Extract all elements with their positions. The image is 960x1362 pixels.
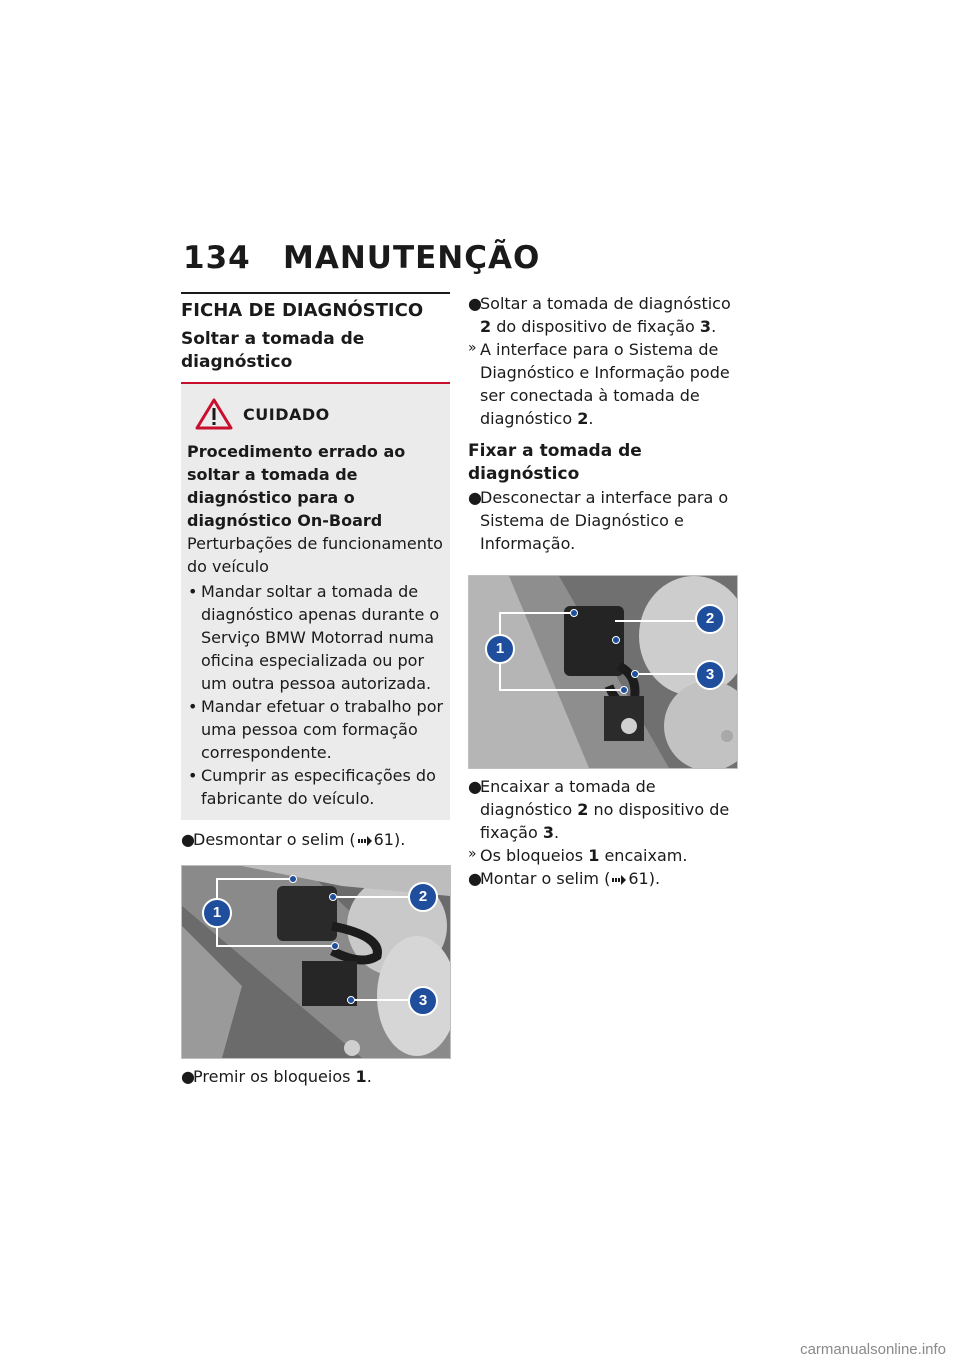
step-disconnect-interface — [468, 486, 738, 555]
part-number: 3 — [542, 823, 554, 842]
step-text: Premir os bloqueios — [193, 1067, 351, 1086]
callout-leader — [615, 620, 697, 622]
step-text-end: . — [553, 823, 560, 842]
step-text: Desmontar o selim ( — [193, 830, 356, 849]
step-engage-socket — [468, 775, 738, 844]
part-number: 2 — [577, 800, 589, 819]
warning-triangle-icon — [195, 398, 233, 430]
callout-leader — [216, 945, 334, 947]
step-text: do dispositivo de fixação — [496, 317, 695, 336]
watermark: carmanualsonline.info — [800, 1341, 946, 1358]
part-number: 1 — [588, 846, 600, 865]
page-header — [183, 240, 743, 280]
caution-list — [187, 580, 444, 810]
result-text: Os bloqueios — [480, 846, 584, 865]
callout-3: 3 — [695, 660, 725, 690]
step-mount-seat — [468, 867, 738, 890]
caution-label: CUIDADO — [243, 404, 330, 424]
figure-diagnostic-socket-2 — [468, 575, 738, 769]
result-marker: » — [468, 846, 477, 862]
section-title: FICHA DE DIAGNÓSTICO — [181, 300, 424, 321]
callout-dot — [570, 609, 578, 617]
step-text: Montar o selim ( — [480, 869, 611, 888]
caution-box — [181, 384, 450, 820]
step-text-end: . — [711, 317, 717, 336]
callout-1: 1 — [202, 898, 232, 928]
right-column — [468, 292, 738, 890]
result-locks-engage — [468, 844, 738, 867]
page-reference-arrow-icon[interactable] — [358, 836, 372, 846]
callout-dot — [329, 893, 337, 901]
callout-dot — [612, 636, 620, 644]
callout-leader — [499, 612, 573, 614]
step-bullet: ● — [468, 294, 482, 313]
caution-item: • Cumprir as especificações do fabricante do veículo. — [187, 764, 444, 810]
part-number: 2 — [480, 317, 492, 336]
callout-2: 2 — [695, 604, 725, 634]
figure-diagnostic-socket-1 — [181, 865, 451, 1059]
step-release-socket — [468, 292, 738, 338]
callout-leader — [634, 673, 697, 675]
result-marker: » — [468, 340, 477, 356]
step-text: Encaixar a tomada de diagnóstico — [480, 777, 656, 819]
page-reference-arrow-icon[interactable] — [612, 875, 626, 885]
caution-item: • Mandar soltar a tomada de diagnóstico apenas durante o Serviço BMW Motorrad numa oficina especializada ou por um outra pessoa autorizada. — [187, 580, 444, 695]
caution-title: Procedimento errado ao soltar a tomada de diagnóstico para o diagnóstico On-Board — [187, 442, 406, 530]
part-number: 1 — [355, 1067, 367, 1086]
result-interface-connect — [468, 338, 738, 430]
section-rule — [181, 292, 450, 294]
callout-leader — [350, 999, 408, 1001]
section-subtitle: Soltar a tomada de diagnóstico — [181, 329, 365, 372]
page-reference[interactable]: 61). — [373, 830, 406, 849]
part-number: 3 — [699, 317, 712, 336]
callout-2: 2 — [408, 882, 438, 912]
caution-consequence: Perturbações de funcionamento do veículo — [187, 534, 443, 576]
callout-leader — [332, 896, 408, 898]
result-text: A interface para o Sistema de Diagnóstico e Informação pode ser conectada à tomada de diagnóstico — [480, 340, 730, 428]
callout-dot — [331, 942, 339, 950]
step-text: no dispositivo de fixação — [480, 800, 730, 842]
callout-dot — [289, 875, 297, 883]
step-text-end: . — [366, 1067, 372, 1086]
step-bullet: ● — [468, 488, 482, 507]
callout-dot — [347, 996, 355, 1004]
callout-3: 3 — [408, 986, 438, 1016]
callout-dot — [620, 686, 628, 694]
step-press-locks — [181, 1065, 450, 1088]
caution-item: • Mandar efetuar o trabalho por uma pessoa com formação correspondente. — [187, 695, 444, 764]
caution-header — [187, 398, 444, 430]
result-text: encaixam. — [604, 846, 688, 865]
callout-dot — [631, 670, 639, 678]
step-bullet: ● — [468, 777, 482, 796]
page-number: 134 — [183, 240, 251, 276]
part-number: 2 — [577, 409, 589, 428]
step-bullet: ● — [468, 869, 482, 888]
chapter-title: MANUTENÇÃO — [283, 240, 541, 276]
callout-leader — [216, 878, 292, 880]
page-reference[interactable]: 61). — [628, 869, 661, 888]
step-bullet: ● — [181, 830, 195, 849]
left-column — [181, 292, 450, 1088]
result-text-end: . — [588, 409, 594, 428]
step-text: Soltar a tomada de diagnóstico — [480, 294, 731, 313]
subsection-title-fix: Fixar a tomada de diagnóstico — [468, 441, 642, 484]
callout-1: 1 — [485, 634, 515, 664]
step-bullet: ● — [181, 1067, 195, 1086]
callout-leader — [499, 689, 623, 691]
step-remove-seat — [181, 828, 450, 851]
step-text: Desconectar a interface para o Sistema de Diagnóstico e Informação. — [480, 488, 729, 553]
